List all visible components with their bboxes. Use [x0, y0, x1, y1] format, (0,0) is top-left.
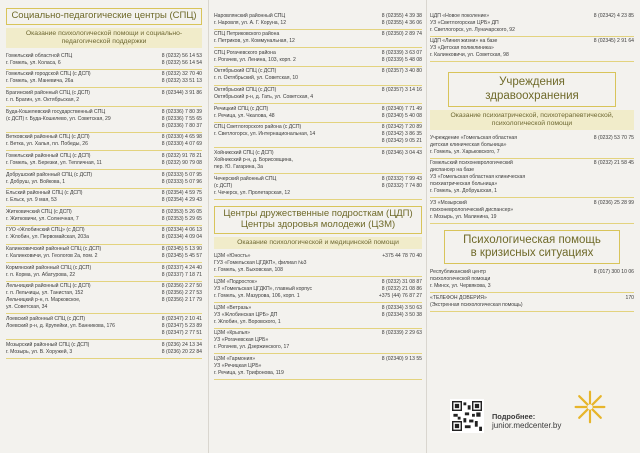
contact-phone: 8 (02332) 7 99 43 8 (02332) 7 74 80 [381, 175, 422, 189]
contact-name: Гомельский областной СПЦ г. Гомель, ул. Коласа, 6 [6, 52, 73, 66]
contact-name: Речицкий СПЦ (с ДСП) г. Речица, ул. Чкалова, 48 [214, 105, 275, 119]
contact-name: Брагинский районный СПЦ (с ДСП) г. п. Брагин, ул. Октябрьская, 2 [6, 90, 90, 104]
contact-name: ЦЗМ «Крылья» УЗ «Рогачевская ЦРБ» г. Рогачев, ул. Дзержинского, 17 [214, 330, 290, 351]
contact-entry [6, 263, 202, 282]
contact-phone: 8 (02357) 3 40 80 [381, 68, 422, 75]
more-info [492, 413, 561, 431]
contact-phone: 8 (017) 300 10 06 [593, 269, 634, 276]
contact-entry [6, 314, 202, 340]
contact-name: Добрушский районный СПЦ (с ДСП) г. Добруш, ул. Войкова, 1 [6, 171, 93, 185]
contact-entry [6, 151, 202, 170]
contact-entry [214, 67, 422, 86]
contact-name: Учреждение «Гомельская областная детская клиническая больница» г. Гомель, ул. Харьковского, 7 [430, 134, 517, 155]
contact-entry [6, 133, 202, 152]
contact-phone: 8 (02356) 2 27 50 8 (02356) 2 27 53 8 (02356) 2 17 79 [161, 283, 202, 304]
fold-line [426, 0, 427, 453]
column-3 [430, 8, 634, 447]
contact-name: Чечерский районный СПЦ (с ДСП) г. Чечерск, ул. Пролетарская, 12 [214, 175, 291, 196]
contact-entry [214, 329, 422, 355]
contact-entry [6, 282, 202, 315]
contact-name: ЦЗМ «Ветразь» УЗ «Жлобинская ЦРБ» ДП г. Жлобин, ул. Воровского, 1 [214, 304, 281, 325]
contact-list-cdp [430, 11, 634, 62]
contact-phone: 8 (02334) 3 50 63 8 (02334) 3 50 38 [381, 304, 422, 318]
contact-phone: 8 (02330) 4 65 98 8 (02330) 4 07 69 [161, 134, 202, 148]
contact-entry [6, 107, 202, 133]
contact-entry [430, 293, 634, 312]
contact-entry [214, 48, 422, 67]
contact-list-spc-continued [214, 11, 422, 200]
section-header-spc: Социально-педагогические центры (СПЦ) [6, 8, 202, 25]
section-header-crisis: Психологическая помощь в кризисных ситуациях [444, 230, 620, 264]
contact-name: Ветковский районный СПЦ (с ДСП) г. Ветка, ул. Халья, пл. Победы, 26 [6, 134, 90, 148]
contact-entry [214, 86, 422, 105]
contact-phone: 8 (02342) 7 20 89 8 (02342) 3 86 35 8 (02342) 9 05 21 [381, 124, 422, 145]
contact-entry [214, 11, 422, 30]
contact-phone: 8 (02350) 2 89 74 [381, 31, 422, 38]
contact-phone: 8 (02354) 4 59 75 8 (02354) 4 29 43 [161, 190, 202, 204]
contact-entry [6, 88, 202, 107]
contact-list-czm [214, 252, 422, 380]
contact-phone: 8 (02345) 2 91 64 [593, 38, 634, 45]
contact-name: Октябрьский СПЦ (с ДСП) г. п. Октябрьский, ул. Советская, 10 [214, 68, 299, 82]
contact-name: ГУО «Жлобинский СПЦ» (с ДСП) г. Жлобин, ул. Первомайская, 203а [6, 227, 89, 241]
contact-name: Октябрьский СПЦ (с ДСП) Октябрьский р-н, д. Гать, ул. Советская, 4 [214, 87, 314, 101]
contact-name: Республиканский центр психологической помощи г. Минск, ул. Червякова, 3 [430, 269, 491, 290]
contact-name: Калинковичский районный СПЦ (с ДСП) г. Калинковичи, ул. Геологов 2а, пом. 2 [6, 246, 102, 260]
contact-entry [6, 245, 202, 264]
contact-phone: 8 (0236) 25 28 99 [593, 199, 634, 206]
contact-phone: 8 (02346) 3 04 43 [381, 149, 422, 156]
contact-phone: 8 (02353) 5 26 05 8 (02353) 5 29 65 [161, 208, 202, 222]
contact-name: ЦЗМ «Подросток» УЗ «Гомельская ЦГДКП», главный корпус г. Гомель, ул. Мазурова, 106, корп. 1 [214, 278, 313, 299]
contact-entry [430, 11, 634, 37]
contact-phone: 8 (0232) 21 58 45 [593, 160, 634, 167]
contact-phone: 8 (02336) 7 80 39 8 (02336) 7 55 65 8 (02336) 7 80 37 [161, 108, 202, 129]
contact-name: Хойникский СПЦ (с ДСП) Хойникский р-н, д. Борисовщина, пер. Ю. Гагарина, 3а [214, 149, 293, 171]
contact-name: Гомельский психоневрологический диспансер на базе УЗ «Гомельская областная клиническая психиатрическая больница» г. Гомель, ул. Добрушская, 1 [430, 160, 526, 195]
contact-name: Гомельский городской СПЦ (с ДСП) г. Гомель, ул. Маневича, 26а [6, 71, 91, 85]
contact-list-spc [6, 51, 202, 358]
contact-phone: 8 (02340) 9 13 55 [381, 355, 422, 362]
contact-name: ЦЗМ «Гармония» УЗ «Речицкая ЦРБ» г. Речица, ул. Трифонова, 119 [214, 355, 284, 376]
contact-entry [214, 354, 422, 380]
contact-name: Гомельский районный СПЦ (с ДСП) г. Гомель, ул. Березки, ул. Тепличная, 11 [6, 152, 102, 166]
sparkle-logo-icon [572, 389, 608, 425]
contact-phone: 8 (02347) 2 10 41 8 (02347) 5 23 89 8 (02347) 2 77 51 [161, 316, 202, 337]
contact-name: Кормянский районный СПЦ (с ДСП) г. п. Корма, ул. Абатурова, 22 [6, 264, 92, 278]
contact-name: ЦДП «Линия жизни» на базе УЗ «Детская поликлиника» г. Калинковичи, ул. Советская, 98 [430, 38, 509, 59]
contact-name: ЦДП «Новое поколение» УЗ «Светлогорская ЦРБ» ДП г. Светлогорск, ул. Луначарского, 92 [430, 12, 515, 33]
contact-phone: 170 [625, 294, 634, 301]
column-1 [6, 8, 202, 447]
contact-entry [6, 207, 202, 226]
contact-entry [430, 198, 634, 224]
contact-name: ЦЗМ «Юность» ГУЗ «Гомельская ЦГДКП», филиал №3 г. Гомель, ул. Быховская, 108 [214, 253, 307, 274]
contact-list-crisis [430, 267, 634, 311]
contact-name: Буда-Кошелевский государственный СПЦ (с ДСП) г. Буда-Кошелево, ул. Советская, 29 [6, 108, 111, 122]
contact-phone: 8 (02337) 4 24 40 8 (02337) 7 18 71 [161, 264, 202, 278]
contact-phone: 8 (02334) 4 06 13 8 (02334) 4 09 04 [161, 227, 202, 241]
contact-name: Лельчицкий районный СПЦ (с ДСП) г. п. Лельчицы, ул. Танистая, 152 Лельчицкий р-н, п. Марковское, ул. Советская, 34 [6, 283, 91, 311]
contact-phone: 8 (02340) 7 71 49 8 (02340) 5 40 08 [381, 105, 422, 119]
more-info-label: Подробнее: [492, 411, 536, 421]
contact-phone: 8 (02342) 4 23 85 [593, 12, 634, 19]
contact-entry [214, 148, 422, 174]
contact-phone: 8 (0232) 31 08 87 8 (0232) 21 08 86 +375 (44) 76 87 27 [378, 278, 422, 299]
fold-line [208, 0, 209, 453]
contact-entry [214, 303, 422, 329]
contact-name: Мозырский районный СПЦ (с ДСП) г. Мозырь, ул. В. Хоружей, 3 [6, 341, 90, 355]
contact-entry [430, 267, 634, 293]
contact-entry [6, 51, 202, 70]
contact-phone: 8 (0232) 53 70 75 [593, 134, 634, 141]
contact-entry [214, 174, 422, 200]
contact-phone: 8 (0232) 56 14 53 8 (0232) 56 14 54 [161, 52, 202, 66]
contact-name: Лоевский районный СПЦ (с ДСП) Лоевский р-н, д. Крупейки, ул. Банникова, 176 [6, 316, 115, 330]
contact-entry [6, 226, 202, 245]
contact-name: «ТЕЛЕФОН ДОВЕРИЯ» (Экстренная психологическая помощь) [430, 294, 523, 308]
contact-phone: 8 (02333) 5 07 95 8 (02333) 5 07 96 [161, 171, 202, 185]
contact-entry [214, 30, 422, 49]
contact-entry [430, 133, 634, 159]
contact-name: СПЦ Петриковского района г. Петриков, ул. Коммунальная, 12 [214, 31, 295, 45]
contact-phone: 8 (02339) 2 29 63 [381, 330, 422, 337]
section-subheader-cdp: Оказание психологической и медицинской помощи [214, 237, 422, 249]
contact-entry [214, 123, 422, 149]
contact-phone: 8 (02357) 3 14 16 [381, 87, 422, 94]
section-subheader-health: Оказание психиатрической, психотерапевтической, психологической помощи [430, 110, 634, 130]
contact-name: УЗ «Мозырский психоневрологический диспансер» г. Мозырь, ул. Малинина, 19 [430, 199, 514, 220]
column-2 [214, 8, 422, 447]
contact-entry [214, 104, 422, 123]
contact-name: Ельский районный СПЦ (с ДСП) г. Ельск, ул. 9 мая, 53 [6, 190, 83, 204]
contact-entry [6, 170, 202, 189]
contact-phone: 8 (0236) 24 13 34 8 (0236) 20 22 84 [161, 341, 202, 355]
contact-phone: 8 (02345) 5 13 90 8 (02345) 5 45 57 [161, 246, 202, 260]
contact-entry [6, 189, 202, 208]
contact-entry [430, 159, 634, 199]
contact-phone: 8 (02355) 4 39 38 8 (02355) 4 36 06 [381, 12, 422, 26]
contact-phone: 8 (0232) 32 70 40 8 (0232) 33 51 13 [161, 71, 202, 85]
contact-phone: 8 (02339) 3 63 07 8 (02339) 5 48 08 [381, 49, 422, 63]
section-subheader-spc: Оказание психологической помощи и социально-педагогической поддержки [6, 28, 202, 48]
contact-entry [214, 277, 422, 303]
contact-name: СПЦ Светлогорского района (с ДСП) г. Светлогорск, ул. Интернациональная, 14 [214, 124, 316, 138]
contact-phone: 8 (0232) 91 78 21 8 (0232) 90 79 08 [161, 152, 202, 166]
contact-phone: +375 44 78 70 40 [382, 253, 422, 260]
contact-name: Житковичский СПЦ (с ДСП) г. Житковичи, ул. Солнечная, 7 [6, 208, 79, 222]
contact-entry [214, 252, 422, 278]
qr-code-icon [450, 399, 484, 433]
contact-entry [6, 70, 202, 89]
contact-list-health [430, 133, 634, 224]
section-header-cdp: Центры дружественные подросткам (ЦДП) Центры здоровья молодежи (ЦЗМ) [214, 206, 422, 234]
more-info-url[interactable]: junior.medcenter.by [492, 421, 562, 431]
contact-name: Наровлянский районный СПЦ г. Наровля, ул. А. Г. Коруна, 12 [214, 12, 287, 26]
contact-name: СПЦ Рогачевского района г. Рогачев, ул. Ленина, 103, корп. 2 [214, 49, 296, 63]
contact-entry [430, 37, 634, 63]
contact-entry [6, 340, 202, 359]
section-header-health: Учреждения здравоохранения [448, 72, 616, 106]
contact-phone: 8 (02344) 3 91 86 [161, 90, 202, 97]
